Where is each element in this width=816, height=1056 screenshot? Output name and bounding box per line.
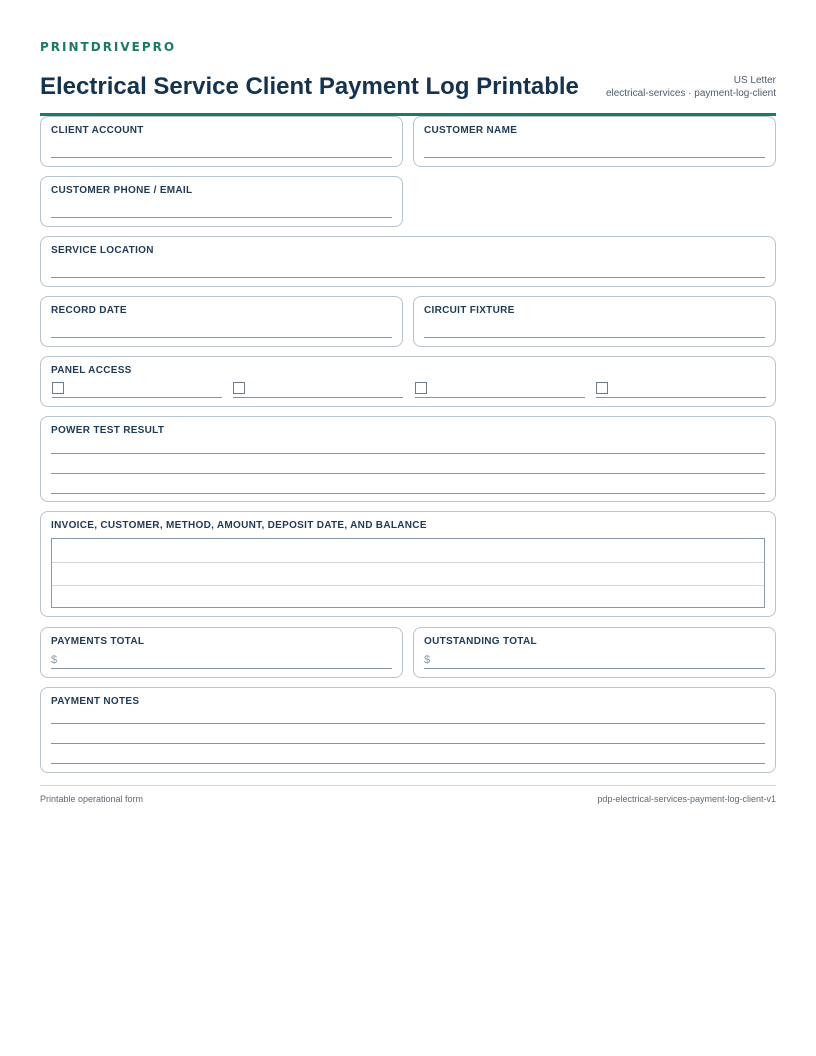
panel-access-option-3[interactable] — [415, 382, 585, 398]
writing-line — [51, 473, 765, 474]
table-row-divider — [52, 585, 764, 586]
option-line — [52, 397, 222, 398]
customer-contact-label: CUSTOMER PHONE / EMAIL — [51, 185, 193, 196]
option-line — [233, 397, 403, 398]
client-account-line — [51, 157, 392, 158]
circuit-fixture-line — [424, 337, 765, 338]
footer-divider — [40, 785, 776, 786]
outstanding-total-line — [424, 668, 765, 669]
option-line — [415, 397, 585, 398]
option-line — [596, 397, 766, 398]
checkbox[interactable] — [415, 382, 427, 394]
outstanding-total-label: OUTSTANDING TOTAL — [424, 636, 537, 647]
power-test-result-field[interactable] — [40, 416, 776, 502]
customer-name-line — [424, 157, 765, 158]
circuit-fixture-label: CIRCUIT FIXTURE — [424, 305, 515, 316]
outstanding-total-field[interactable] — [413, 627, 776, 678]
invoice-table-section — [40, 511, 776, 617]
service-location-label: SERVICE LOCATION — [51, 245, 154, 256]
power-test-result-label: POWER TEST RESULT — [51, 425, 165, 436]
brand-logo: PRINTDRIVEPRO — [40, 40, 177, 54]
customer-contact-line — [51, 217, 392, 218]
checkbox[interactable] — [233, 382, 245, 394]
payment-notes-label: PAYMENT NOTES — [51, 696, 140, 707]
table-row-divider — [52, 562, 764, 563]
circuit-fixture-field[interactable] — [413, 296, 776, 347]
service-location-line — [51, 277, 765, 278]
panel-access-label: PANEL ACCESS — [51, 365, 132, 376]
client-account-field[interactable] — [40, 116, 403, 167]
invoice-table-label: INVOICE, CUSTOMER, METHOD, AMOUNT, DEPOSIT DATE, AND BALANCE — [51, 520, 427, 531]
footer-note: Printable operational form — [40, 794, 144, 804]
payments-total-field[interactable] — [40, 627, 403, 678]
customer-name-label: CUSTOMER NAME — [424, 125, 518, 136]
form-page — [40, 40, 776, 116]
payments-total-line — [51, 668, 392, 669]
customer-contact-field[interactable] — [40, 176, 403, 227]
paper-size: US Letter — [733, 75, 776, 86]
service-location-field[interactable] — [40, 236, 776, 287]
writing-line — [51, 743, 765, 744]
panel-access-field — [40, 356, 776, 407]
currency-symbol: $ — [424, 654, 431, 666]
payments-total-label: PAYMENTS TOTAL — [51, 636, 145, 647]
page-title: Electrical Service Client Payment Log Printable — [40, 73, 579, 100]
panel-access-option-2[interactable] — [233, 382, 403, 398]
record-date-label: RECORD DATE — [51, 305, 127, 316]
form-tags: electrical-services · payment-log-client — [605, 88, 776, 99]
record-date-line — [51, 337, 392, 338]
payment-notes-field[interactable] — [40, 687, 776, 773]
writing-line — [51, 453, 765, 454]
form-id: pdp-electrical-services-payment-log-client-v1 — [597, 794, 776, 804]
writing-line — [51, 723, 765, 724]
writing-line — [51, 763, 765, 764]
writing-line — [51, 493, 765, 494]
currency-symbol: $ — [51, 654, 58, 666]
checkbox[interactable] — [52, 382, 64, 394]
invoice-table[interactable] — [51, 538, 765, 608]
header-meta — [606, 74, 776, 100]
page-header — [40, 55, 776, 116]
client-account-label: CLIENT ACCOUNT — [51, 125, 144, 136]
panel-access-option-1[interactable] — [52, 382, 222, 398]
customer-name-field[interactable] — [413, 116, 776, 167]
checkbox[interactable] — [596, 382, 608, 394]
record-date-field[interactable] — [40, 296, 403, 347]
panel-access-option-4[interactable] — [596, 382, 766, 398]
